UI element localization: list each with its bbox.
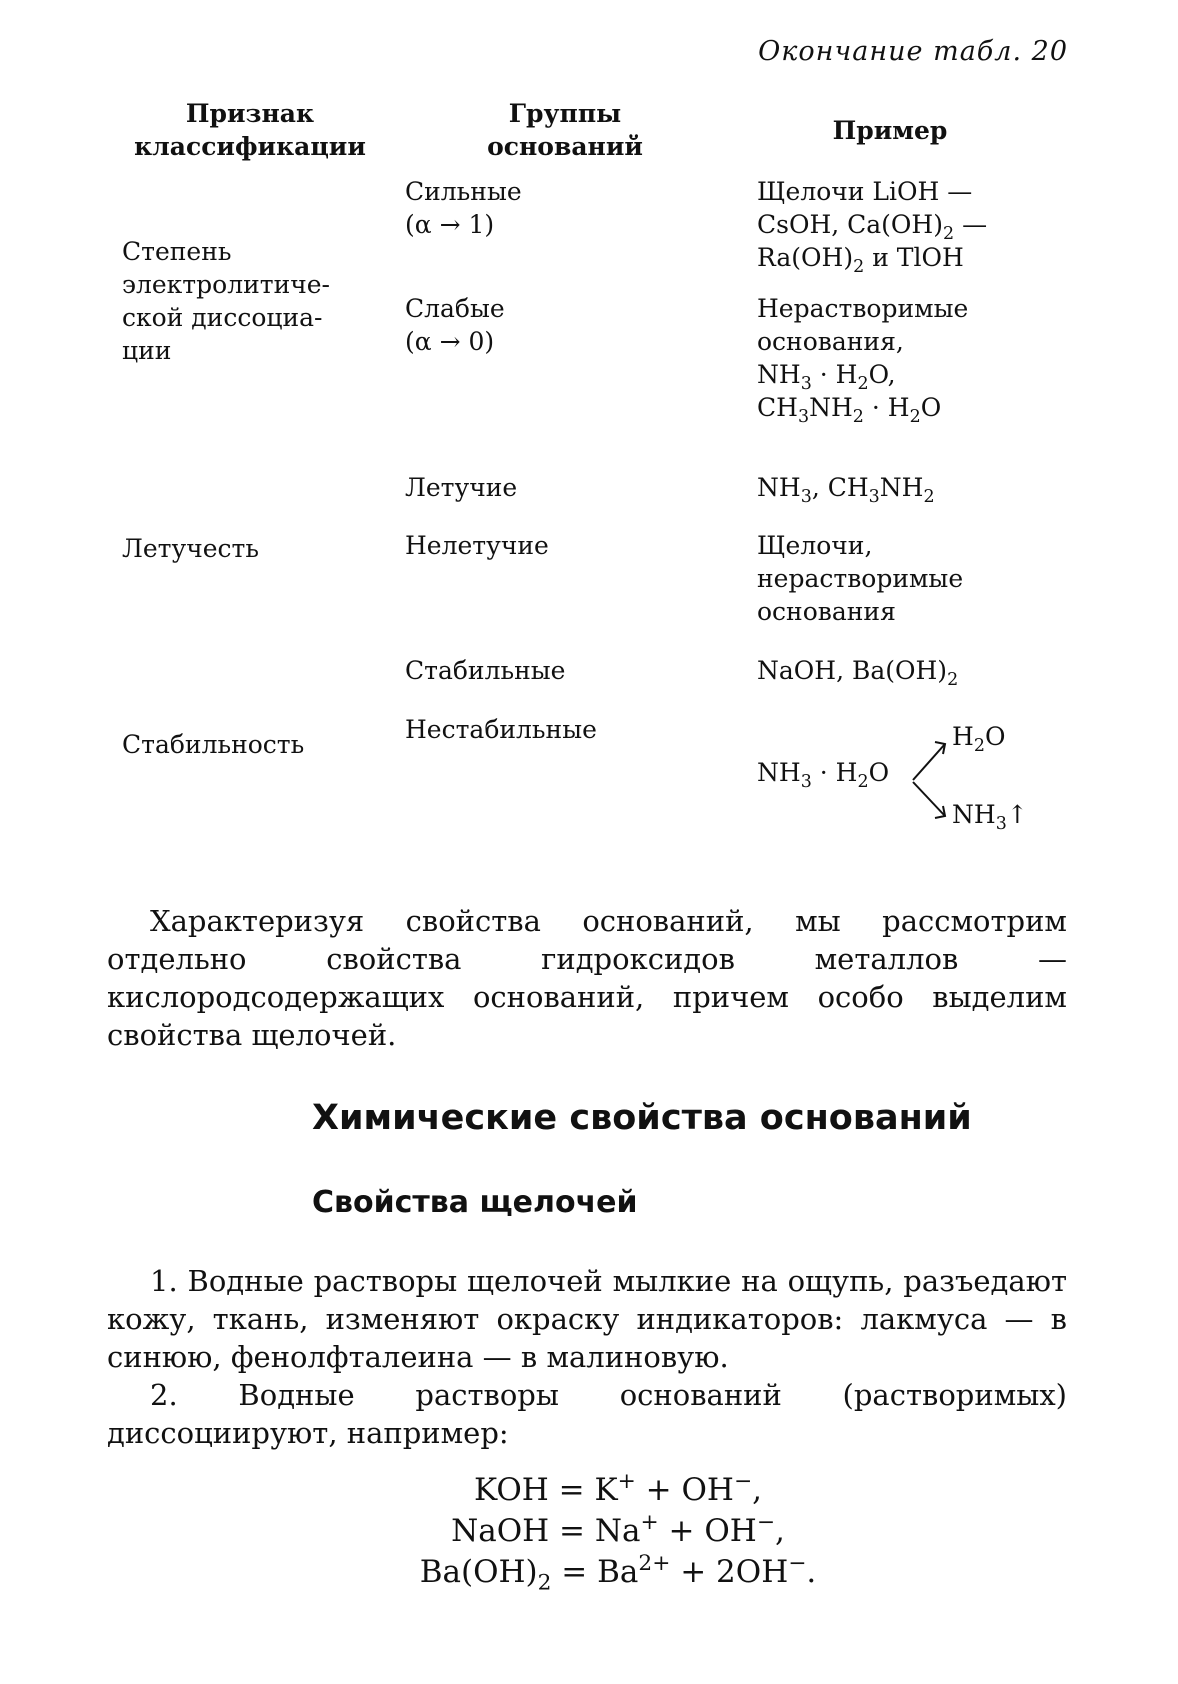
section-heading: Химические свойства оснований xyxy=(312,1098,972,1138)
group-name: Слабые xyxy=(405,294,505,323)
example-line: основания, xyxy=(757,327,904,356)
header-criterion-line2: классификации xyxy=(134,131,366,161)
group-unstable: Нестабильные xyxy=(405,715,597,744)
example-strong xyxy=(757,175,988,278)
group-stable: Стабильные xyxy=(405,656,566,685)
example-nonvolatile xyxy=(757,529,963,628)
properties-list xyxy=(107,1262,1067,1452)
property-item-2: 2. Водные растворы оснований (растворимых) диссоциируют, например: xyxy=(107,1378,1067,1450)
header-example: Пример xyxy=(832,116,948,145)
example-line: Нерастворимые xyxy=(757,294,969,323)
equation-naoh: NaOH = Na+ + OH−, xyxy=(451,1510,785,1549)
example-formula: $CH_3NH_2 \cdot H_2O$ xyxy=(757,393,942,428)
criterion-line: ции xyxy=(122,336,172,365)
scheme-product-water: $H_2O$ xyxy=(952,722,1006,757)
header-groups-line2: оснований xyxy=(487,131,643,161)
example-line: Щелочи, xyxy=(757,531,873,560)
example-line: Щелочи LiOH — xyxy=(757,177,973,206)
example-line: основания xyxy=(757,597,896,626)
branch-arrows-icon xyxy=(907,730,957,830)
example-label: Щелочи xyxy=(757,177,865,206)
dissociation-equations xyxy=(0,1469,1178,1596)
group-strong xyxy=(405,175,522,241)
property-item-1: 1. Водные растворы щелочей мылкие на ощупь, разъедают кожу, ткань, изменяют окраску индикаторов: лакмуса — в синюю, фенолфталеина — в малиновую. xyxy=(107,1264,1067,1374)
group-condition: (α → 1) xyxy=(405,210,495,239)
decomposition-scheme xyxy=(757,722,1057,850)
criterion-dissociation xyxy=(122,235,330,367)
criterion-volatility: Летучесть xyxy=(122,534,259,563)
example-line: $Ra(OH)_2$ и TlOH xyxy=(757,243,964,278)
criterion-line: Степень xyxy=(122,237,232,266)
group-name: Сильные xyxy=(405,177,522,206)
example-line: нерастворимые xyxy=(757,564,964,593)
table-continuation-label: Окончание табл. 20 xyxy=(758,36,1068,67)
criterion-line: электролитиче- xyxy=(122,270,330,299)
criterion-line: ской диссоциа- xyxy=(122,303,323,332)
header-groups xyxy=(465,98,665,163)
subsection-heading: Свойства щелочей xyxy=(312,1185,638,1220)
example-formula: $NH_3 \cdot H_2O$, xyxy=(757,360,896,395)
group-condition: (α → 0) xyxy=(405,327,495,356)
intro-paragraph xyxy=(107,902,1067,1054)
example-weak xyxy=(757,292,969,428)
header-groups-line1: Группы xyxy=(508,99,622,128)
header-criterion xyxy=(115,98,385,163)
header-criterion-line1: Признак xyxy=(185,99,315,128)
group-nonvolatile: Нелетучие xyxy=(405,531,549,560)
paragraph-text: Характеризуя свойства оснований, мы рассмотрим отдельно свойства гидроксидов металлов — кислородсодержащих оснований, причем особо выделим свойства щелочей. xyxy=(107,904,1067,1052)
scheme-reactant: $NH_3 \cdot H_2O$ xyxy=(757,758,890,793)
example-stable: NaOH, $Ba(OH)_2$ xyxy=(757,656,959,691)
example-line: CsOH, $Ca(OH)_2$ — xyxy=(757,210,988,245)
equation-baoh2: $Ba(OH)_2 = Ba^{2+} + 2OH^-$. xyxy=(419,1551,817,1596)
group-weak xyxy=(405,292,505,358)
criterion-stability: Стабильность xyxy=(122,730,305,759)
group-volatile: Летучие xyxy=(405,473,518,502)
scheme-product-ammonia: $NH_3↑$ xyxy=(952,800,1028,835)
example-volatile: $NH_3$, $CH_3NH_2$ xyxy=(757,473,935,508)
equation-koh: KOH = K+ + OH−, xyxy=(474,1469,762,1508)
